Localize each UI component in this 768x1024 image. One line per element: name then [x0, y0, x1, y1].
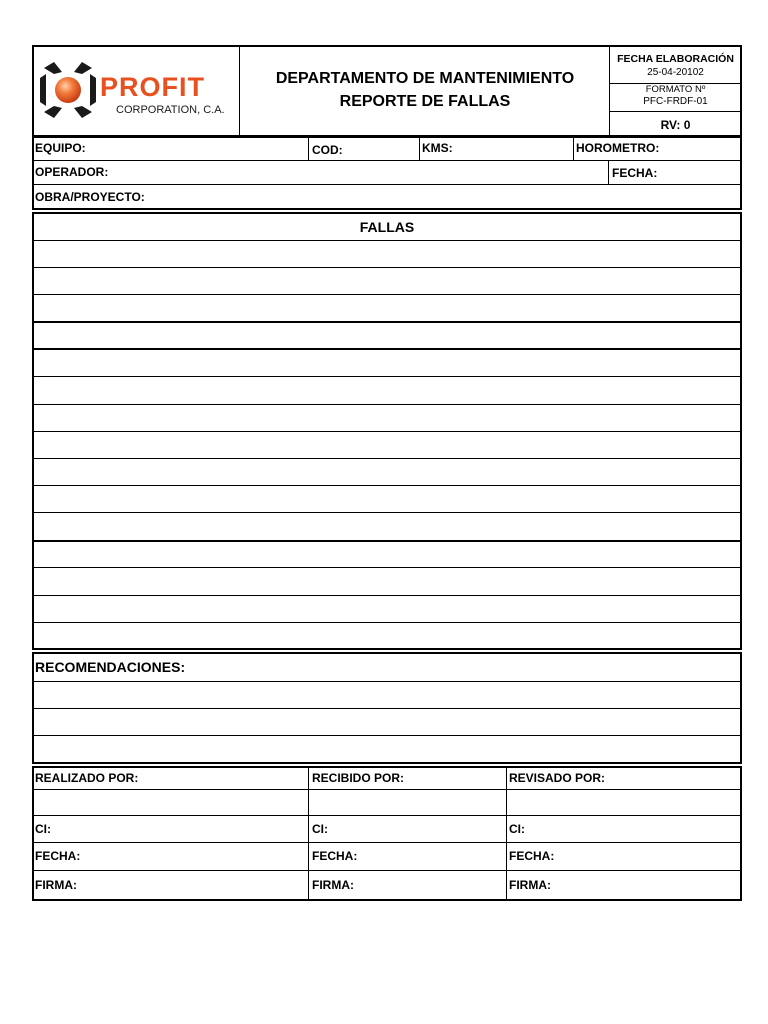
firma-label-1: FIRMA:	[35, 878, 77, 892]
info-col-divider-1	[308, 137, 309, 160]
firma-label-2: FIRMA:	[312, 878, 354, 892]
info-col-divider-2	[419, 137, 420, 160]
svg-text:PROFIT: PROFIT	[100, 72, 205, 102]
revisado-por-label: REVISADO POR:	[509, 771, 606, 785]
fallas-line	[33, 458, 741, 459]
obra-proyecto-label: OBRA/PROYECTO:	[35, 190, 145, 204]
profit-logo-icon	[36, 56, 236, 128]
fallas-line	[33, 595, 741, 596]
header-divider-left	[239, 46, 240, 136]
fecha-elaboracion-value: 25-04-20102	[647, 67, 704, 78]
recomendaciones-title: RECOMENDACIONES:	[35, 659, 186, 675]
ci-label-1: CI:	[35, 822, 51, 836]
kms-label: KMS:	[422, 141, 453, 155]
signatures-box	[32, 766, 742, 901]
info-col-divider-4	[608, 161, 609, 184]
fecha-sig-label-1: FECHA:	[35, 849, 81, 863]
fallas-line	[33, 512, 741, 513]
fallas-line	[33, 622, 741, 623]
equipo-label: EQUIPO:	[35, 141, 86, 155]
header-title-line1: DEPARTAMENTO DE MANTENIMIENTO	[275, 70, 575, 87]
ci-label-3: CI:	[509, 822, 525, 836]
signature-line	[33, 815, 741, 816]
ci-label-2: CI:	[312, 822, 328, 836]
signature-line	[33, 789, 741, 790]
fallas-line	[33, 267, 741, 268]
recomendaciones-line	[33, 708, 741, 709]
formato-label: FORMATO Nº	[645, 84, 706, 95]
header-title-line2: REPORTE DE FALLAS	[339, 93, 511, 110]
fallas-line	[33, 567, 741, 568]
recomendaciones-line	[33, 735, 741, 736]
fallas-line	[33, 485, 741, 486]
fecha-sig-label-2: FECHA:	[312, 849, 358, 863]
recomendaciones-line	[33, 681, 741, 682]
info-row-divider-2	[33, 184, 741, 185]
realizado-por-label: REALIZADO POR:	[35, 771, 139, 785]
fallas-line	[33, 348, 741, 350]
info-col-divider-3	[573, 137, 574, 160]
fallas-title: FALLAS	[359, 219, 415, 235]
signature-col-divider-2	[506, 767, 507, 900]
fecha-sig-label-3: FECHA:	[509, 849, 555, 863]
signature-line	[33, 842, 741, 843]
info-row-divider-1	[33, 160, 741, 161]
fallas-line	[33, 376, 741, 377]
fallas-line	[33, 540, 741, 542]
signature-line	[33, 870, 741, 871]
company-logo	[36, 56, 236, 128]
cod-label: COD:	[312, 143, 343, 157]
fallas-line	[33, 321, 741, 323]
formato-value: PFC-FRDF-01	[643, 96, 708, 107]
recibido-por-label: RECIBIDO POR:	[312, 771, 405, 785]
horometro-label: HOROMETRO:	[576, 141, 660, 155]
fallas-line	[33, 240, 741, 241]
revision-label: RV: 0	[660, 118, 691, 132]
fallas-line	[33, 294, 741, 295]
fallas-line	[33, 431, 741, 432]
fecha-elaboracion-label: FECHA ELABORACIÓN	[617, 53, 734, 65]
header-divider-h2	[610, 111, 741, 112]
operador-label: OPERADOR:	[35, 165, 109, 179]
svg-text:CORPORATION, C.A.: CORPORATION, C.A.	[116, 104, 225, 116]
fecha-label: FECHA:	[612, 166, 658, 180]
signature-col-divider-1	[308, 767, 309, 900]
fallas-line	[33, 404, 741, 405]
firma-label-3: FIRMA:	[509, 878, 551, 892]
